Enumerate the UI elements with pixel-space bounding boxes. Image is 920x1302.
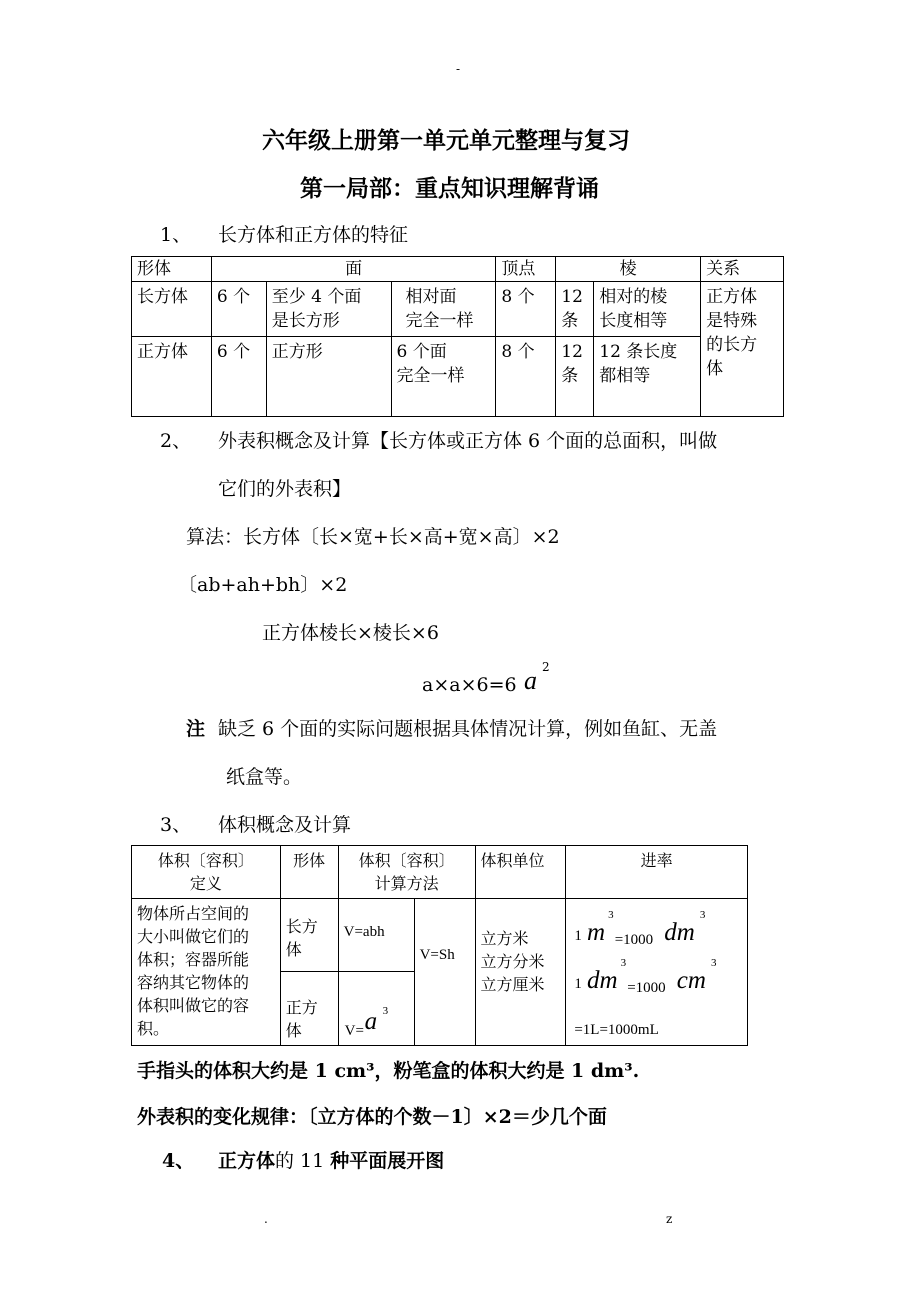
row2-face-shape: 正方形 (266, 337, 391, 417)
section1-heading: 长方体和正方体的特征 (218, 224, 409, 246)
page-subtitle: 第一局部：重点知识理解背诵 (300, 175, 599, 202)
formula-cuboid-letters: 〔ab+ah+bh〕×2 (178, 574, 348, 596)
formula-cube-exp: 2 (542, 660, 550, 674)
row2-vertices: 8 个 (496, 337, 556, 417)
th-edges: 棱 (556, 257, 701, 282)
table-row (132, 282, 784, 337)
section2-line1: 外表积概念及计算【长方体或正方体 6 个面的总面积，叫做 (218, 430, 718, 452)
units-cell: 立方米 立方分米 立方厘米 (475, 899, 566, 1046)
section2-line2: 它们的外表积】 (218, 478, 352, 500)
th-relation: 关系 (701, 257, 784, 282)
section4-number: 4、 (162, 1150, 195, 1172)
note-line1: 缺乏 6 个面的实际问题根据具体情况计算，例如鱼缸、无盖 (218, 718, 718, 740)
row2-opposite: 6 个面 完全一样 (391, 337, 496, 417)
facts-line2: 外表积的变化规律：〔立方体的个数－1〕×2＝少几个面 (137, 1106, 607, 1128)
section2-number: 2、 (160, 430, 192, 452)
row1-face-shape: 至少 4 个面 是长方形 (266, 282, 391, 337)
features-table (131, 256, 784, 417)
formula-cube-letters: a×a×6=6 (422, 674, 517, 696)
footer-left-mark: . (264, 1212, 268, 1226)
rate-litre: =1L=1000mL (574, 1022, 659, 1038)
th-vertices: 顶点 (496, 257, 556, 282)
row1-edges: 12 条 (556, 282, 594, 337)
rate-dm3-cm3: 1 dm $^3$ =1000 cm $^3$ (574, 957, 717, 996)
row2-edges: 12 条 (556, 337, 594, 417)
rates-cell (566, 899, 748, 1046)
section1-number: 1、 (160, 224, 192, 246)
th-definition: 体积〔容积〕 定义 (132, 846, 281, 899)
cube-formula: V= a 3 (338, 972, 414, 1046)
section4-heading: 正方体的 11 种平面展开图 (218, 1150, 445, 1172)
table-row (132, 899, 748, 972)
th-faces: 面 (211, 257, 496, 282)
cuboid-formula: V=abh (338, 899, 414, 972)
row1-opposite: 相对面 完全一样 (391, 282, 496, 337)
row2-faces: 6 个 (211, 337, 266, 417)
th-unit: 体积单位 (475, 846, 566, 899)
table-row (132, 337, 784, 417)
row1-faces: 6 个 (211, 282, 266, 337)
rate-m3-dm3: 1 m $^3$ =1000 dm $^3$ (574, 909, 706, 948)
formula-cube-var: a (524, 666, 537, 695)
page-title: 六年级上册第一单元单元整理与复习 (262, 127, 630, 154)
volume-table (131, 845, 748, 1046)
facts-line1: 手指头的体积大约是 1 cm³，粉笔盒的体积大约是 1 dm³. (137, 1060, 640, 1082)
general-formula: V=Sh (414, 899, 475, 1046)
header-mark: - (456, 62, 461, 76)
note-label: 注 (186, 718, 206, 740)
row1-vertices: 8 个 (496, 282, 556, 337)
definition-cell: 物体所占空间的 大小叫做它们的 体积；容器所能 容纳其它物体的 体积叫做它的容 积。 (132, 899, 281, 1046)
th-rate: 进率 (566, 846, 748, 899)
formula-cuboid: 算法：长方体〔长×宽+长×高+宽×高〕×2 (186, 526, 560, 548)
row2-shape: 正方体 (132, 337, 212, 417)
relation-cell: 正方体 是特殊 的长方 体 (701, 282, 784, 417)
section3-heading: 体积概念及计算 (218, 814, 352, 836)
formula-cube: 正方体棱长×棱长×6 (262, 622, 439, 644)
cube-cell: 正方 体 (280, 972, 338, 1046)
row1-edge-rule: 相对的棱 长度相等 (594, 282, 701, 337)
row2-edge-rule: 12 条长度 都相等 (594, 337, 701, 417)
cuboid-cell: 长方 体 (280, 899, 338, 972)
section3-number: 3、 (160, 814, 192, 836)
note-line2: 纸盒等。 (226, 766, 303, 788)
th-shape: 形体 (132, 257, 212, 282)
th-method: 体积〔容积〕 计算方法 (338, 846, 475, 899)
row1-shape: 长方体 (132, 282, 212, 337)
th-shape: 形体 (280, 846, 338, 899)
footer-right-mark: z (666, 1212, 673, 1226)
